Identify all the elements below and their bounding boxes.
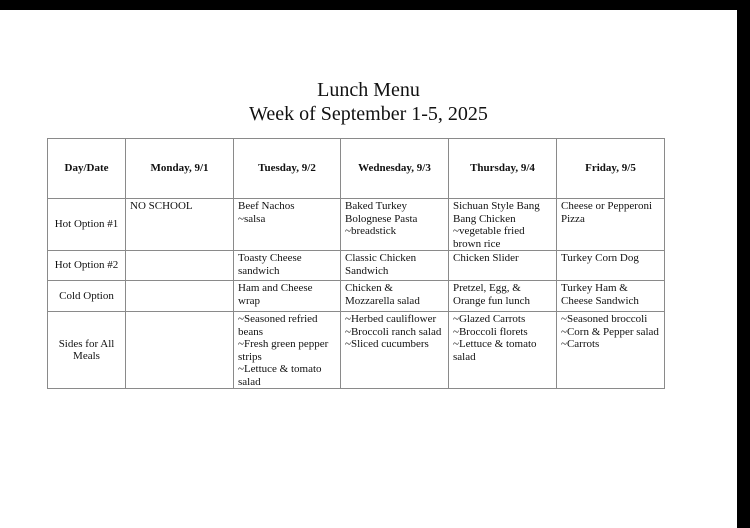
cell-line: Chicken &: [345, 282, 393, 294]
cell-line: Classic Chicken: [345, 252, 417, 264]
cell-friday-hot-1: [557, 199, 665, 251]
cell-line: sandwich: [238, 264, 280, 277]
cell-monday-hot-1: [126, 199, 234, 251]
cell-thursday-sides: [449, 312, 557, 389]
cell-line: Sichuan Style Bang: [453, 200, 540, 212]
header-day-date: Day/Date: [48, 139, 126, 199]
cell-line: ~Fresh green pepper: [238, 338, 329, 350]
cell-thursday-hot-1: [449, 199, 557, 251]
cell-line: ~breadstick: [345, 225, 397, 237]
header-monday: Monday, 9/1: [126, 139, 234, 199]
cell-line: ~Herbed cauliflower: [345, 313, 437, 325]
cell-line: Bolognese Pasta: [345, 212, 418, 225]
cell-line: brown rice: [453, 237, 501, 250]
cell-line: Baked Turkey: [345, 200, 408, 212]
cell-monday-sides: [126, 312, 234, 389]
cell-monday-cold: [126, 281, 234, 312]
cell-thursday-cold: [449, 281, 557, 312]
cell-line: Mozzarella salad: [345, 294, 420, 307]
row-label-line: Hot Option #1: [54, 218, 119, 231]
cell-friday-hot-2: [557, 251, 665, 281]
row-label-line: Sides for All: [58, 337, 115, 350]
cell-tuesday-sides: [234, 312, 341, 389]
menu-title: Lunch Menu: [317, 79, 420, 101]
header-friday: Friday, 9/5: [557, 139, 665, 199]
cell-line: ~Sliced cucumbers: [345, 338, 429, 350]
row-label-hot-option-2: [48, 251, 126, 281]
cell-tuesday-hot-2: [234, 251, 341, 281]
cell-line: ~Glazed Carrots: [453, 313, 526, 325]
cell-line: ~Seasoned broccoli: [561, 313, 648, 325]
cell-line: Sandwich: [345, 264, 389, 277]
row-sides: [48, 312, 665, 389]
cell-line: ~Lettuce & tomato: [238, 363, 322, 375]
cell-line: Bang Chicken: [453, 212, 516, 225]
cell-line: Orange fun lunch: [453, 294, 530, 307]
header-wednesday: Wednesday, 9/3: [341, 139, 449, 199]
header-tuesday: Tuesday, 9/2: [234, 139, 341, 199]
cell-tuesday-hot-1: [234, 199, 341, 251]
cell-tuesday-cold: [234, 281, 341, 312]
cell-wednesday-hot-2: [341, 251, 449, 281]
cell-line: beans: [238, 325, 264, 338]
header-row: [48, 139, 665, 199]
cell-line: Ham and Cheese: [238, 282, 313, 294]
cell-line: Turkey Corn Dog: [561, 252, 639, 264]
row-label-line: Cold Option: [59, 289, 114, 302]
cell-line: wrap: [238, 294, 260, 307]
lunch-menu-table: [47, 138, 665, 389]
cell-line: ~salsa: [238, 212, 266, 225]
cell-line: Pizza: [561, 212, 585, 225]
cell-line: ~Broccoli ranch salad: [345, 325, 442, 338]
row-cold-option: [48, 281, 665, 312]
cell-line: ~Carrots: [561, 338, 600, 350]
cell-line: ~vegetable fried: [453, 225, 525, 237]
row-label-line: Hot Option #2: [54, 259, 119, 272]
cell-wednesday-cold: [341, 281, 449, 312]
cell-line: strips: [238, 350, 262, 363]
cell-monday-hot-2: [126, 251, 234, 281]
cell-line: ~Seasoned refried: [238, 313, 318, 325]
header-thursday: Thursday, 9/4: [449, 139, 557, 199]
cell-wednesday-sides: [341, 312, 449, 389]
menu-subtitle: Week of September 1-5, 2025: [249, 103, 488, 125]
cell-line: salad: [238, 375, 261, 388]
cell-line: ~Corn & Pepper salad: [561, 325, 659, 338]
menu-page: [0, 10, 737, 528]
cell-line: NO SCHOOL: [130, 200, 193, 212]
cell-line: Pretzel, Egg, &: [453, 282, 521, 294]
cell-friday-cold: [557, 281, 665, 312]
cell-line: Toasty Cheese: [238, 252, 302, 264]
row-label-cold-option: [48, 281, 126, 312]
cell-line: Cheese or Pepperoni: [561, 200, 653, 212]
cell-line: salad: [453, 350, 476, 363]
cell-wednesday-hot-1: [341, 199, 449, 251]
row-hot-option-1: [48, 199, 665, 251]
row-hot-option-2: [48, 251, 665, 281]
cell-line: Cheese Sandwich: [561, 294, 639, 307]
cell-line: Chicken Slider: [453, 252, 519, 264]
row-label-line: Meals: [73, 350, 100, 362]
cell-line: Turkey Ham &: [561, 282, 628, 294]
cell-friday-sides: [557, 312, 665, 389]
cell-line: ~Broccoli florets: [453, 325, 528, 338]
cell-line: ~Lettuce & tomato: [453, 338, 537, 350]
cell-thursday-hot-2: [449, 251, 557, 281]
cell-line: Beef Nachos: [238, 200, 295, 212]
row-label-sides: [48, 312, 126, 389]
row-label-hot-option-1: [48, 199, 126, 251]
